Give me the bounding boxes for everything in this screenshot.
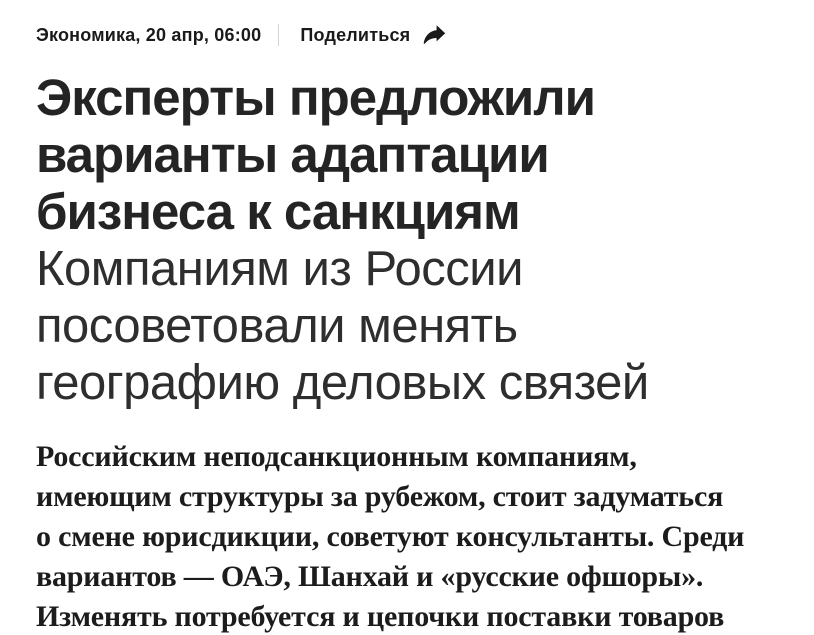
share-button[interactable] [300, 23, 447, 47]
lead-paragraph [36, 437, 788, 635]
share-button-label: Поделиться [300, 24, 411, 45]
headline-line: бизнеса к санкциям [36, 183, 520, 240]
article-meta-row [36, 24, 788, 46]
headline-line: варианты адаптации [36, 126, 549, 183]
share-arrow-icon [421, 23, 447, 47]
meta-divider [278, 24, 279, 46]
lead-line: вариантов — ОАЭ, Шанхай и «русские офшоры». [36, 560, 704, 593]
subheadline [36, 241, 788, 412]
category-date-link[interactable]: Экономика, 20 апр, 06:00 [36, 24, 262, 45]
lead-line: о смене юрисдикции, советуют консультанты. Среди [36, 520, 745, 553]
lead-line: Изменять потребуется и цепочки поставки товаров [36, 600, 725, 633]
lead-line: Российским неподсанкционным компаниям, [36, 440, 637, 473]
headline [36, 69, 788, 240]
subheadline-line: географию деловых связей [36, 356, 649, 410]
subheadline-line: посоветовали менять [36, 299, 518, 353]
subheadline-line: Компаниям из России [36, 242, 524, 296]
headline-line: Эксперты предложили [36, 69, 596, 126]
lead-line: имеющим структуры за рубежом, стоит задуматься [36, 480, 724, 513]
